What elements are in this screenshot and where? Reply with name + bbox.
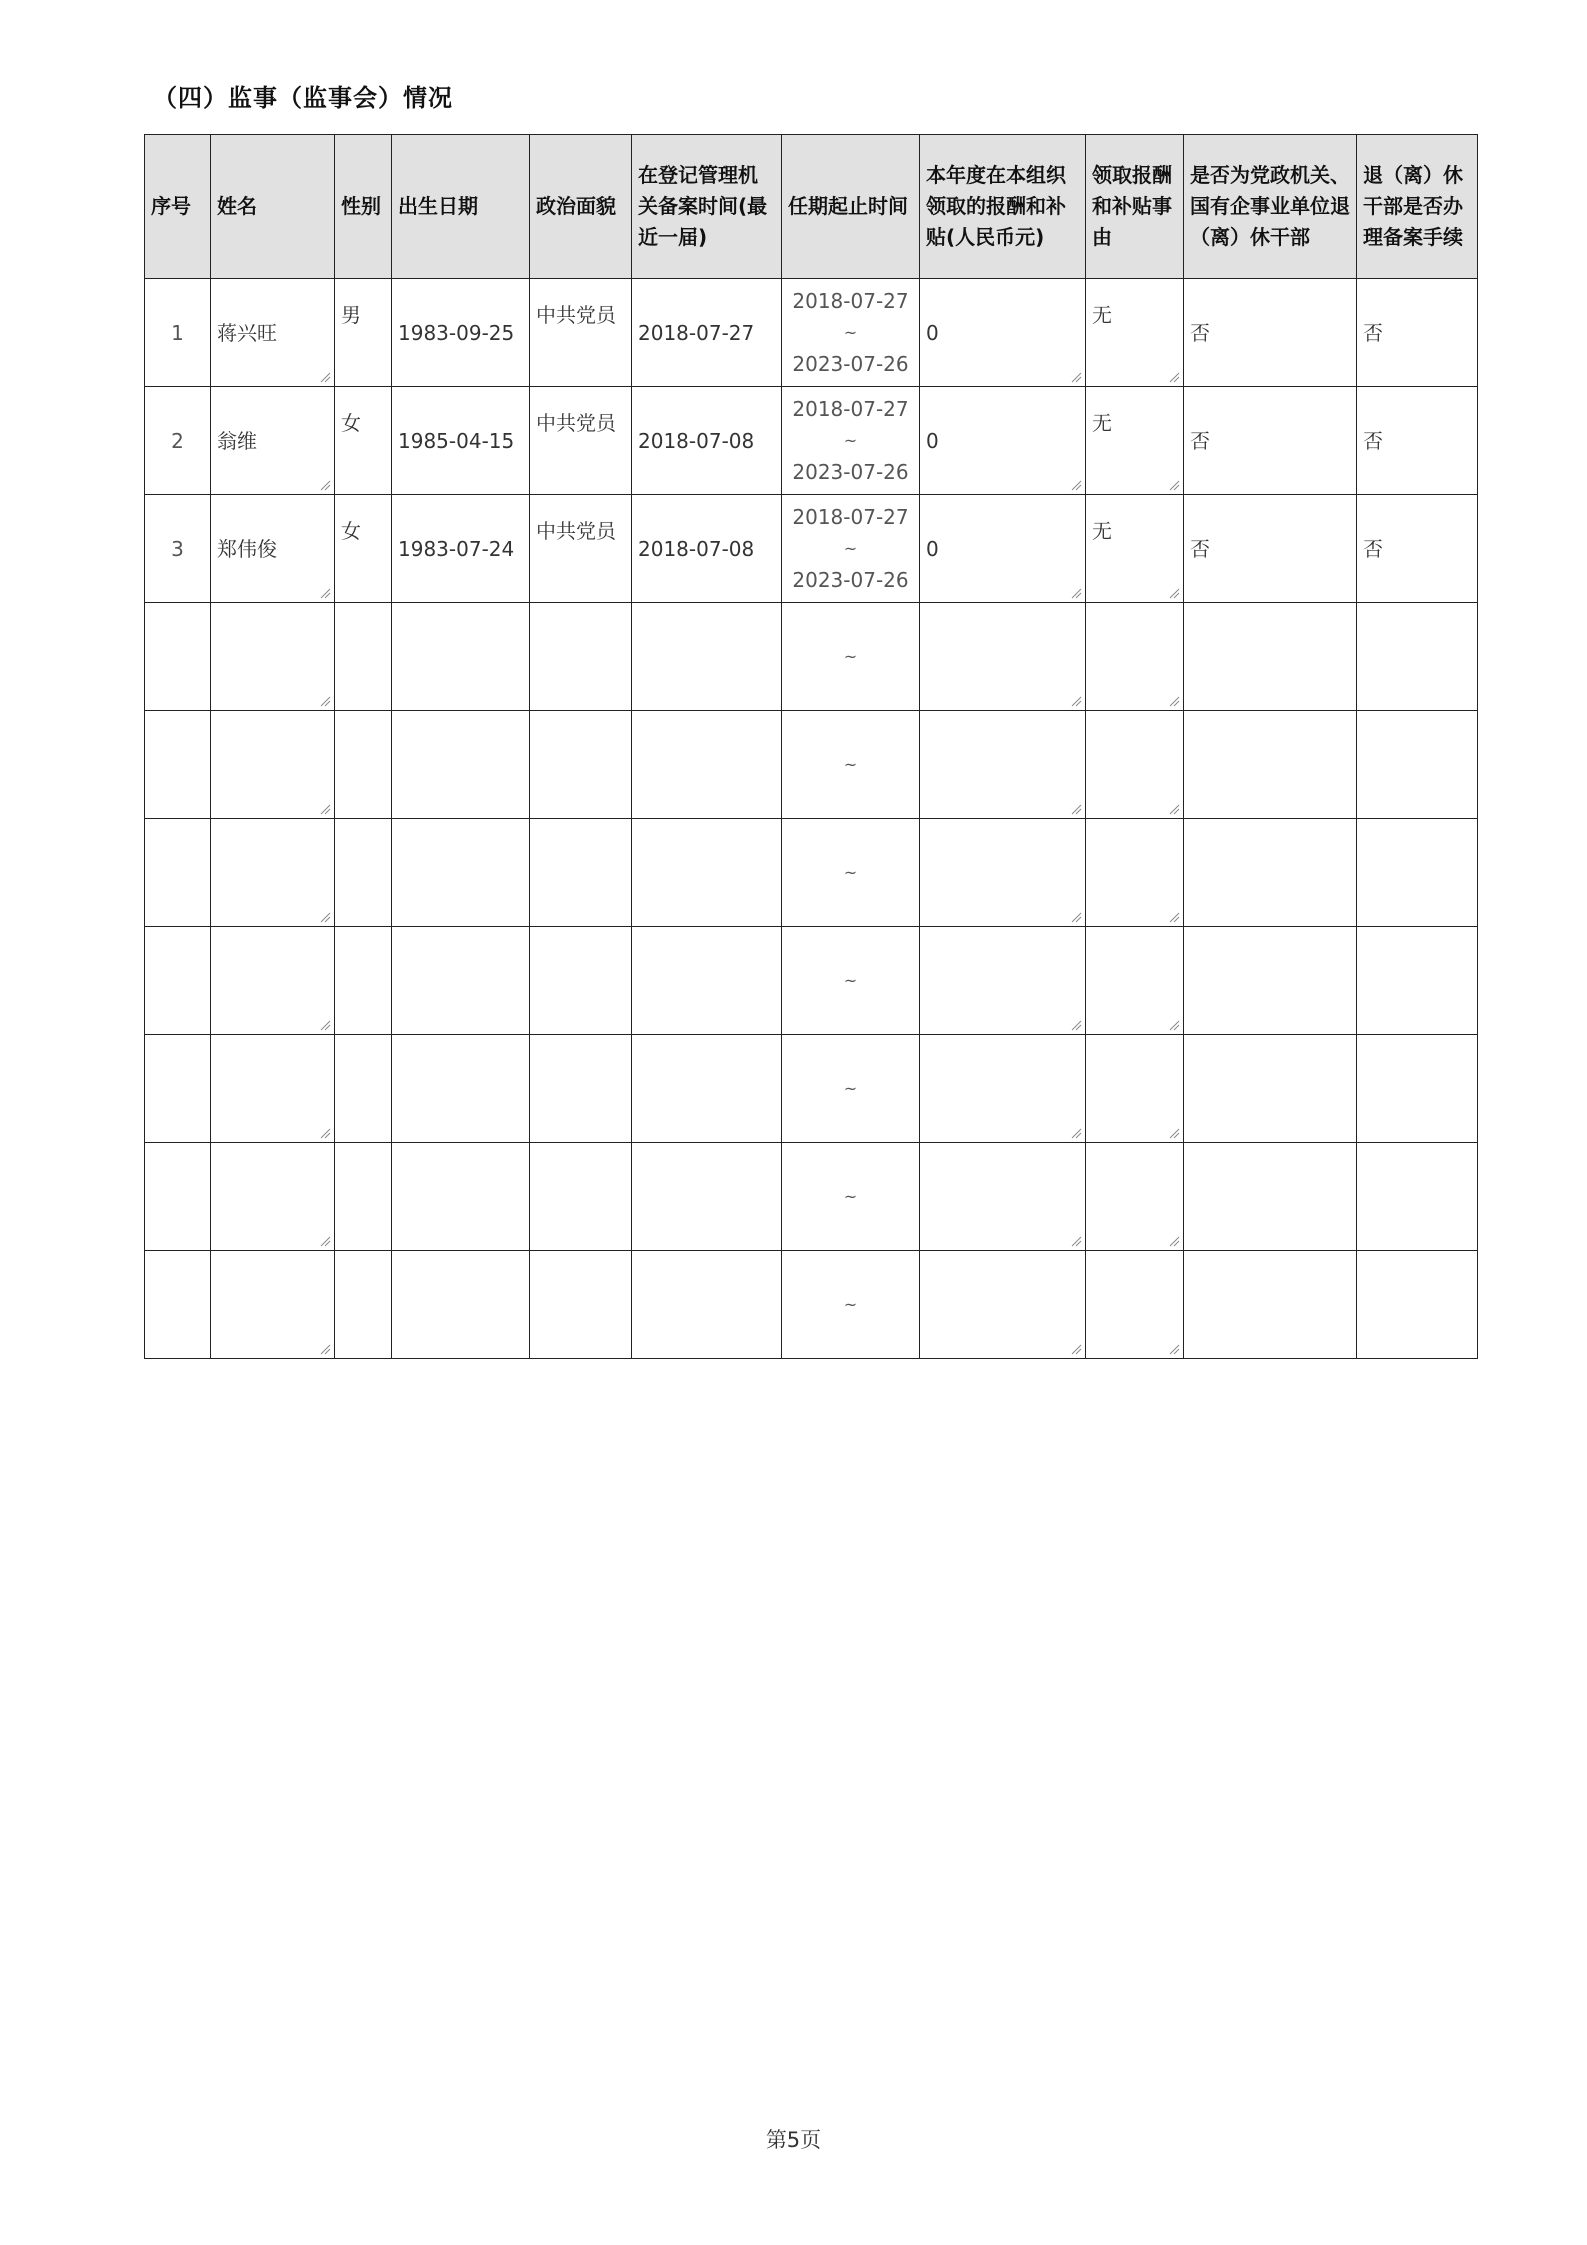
remuneration-field[interactable]	[920, 1035, 1086, 1143]
is-retired-cadre-cell[interactable]	[1184, 495, 1357, 603]
is-retired-cadre-value: 否	[1190, 428, 1210, 453]
cell-index: 1	[145, 279, 211, 387]
filing-date-cell[interactable]	[632, 387, 782, 495]
birth-date-cell[interactable]	[392, 387, 530, 495]
remuneration-reason-field[interactable]	[1086, 495, 1184, 603]
term-start[interactable]: 2018-07-27	[792, 504, 909, 529]
filing-date-value: 2018-07-08	[638, 428, 755, 453]
cell-index	[145, 819, 211, 927]
cell-index	[145, 927, 211, 1035]
table-row	[145, 1143, 1478, 1251]
name-field[interactable]	[211, 1251, 335, 1359]
political-status-value: 中共党员	[536, 411, 616, 435]
is-retired-cadre-cell[interactable]	[1184, 1143, 1357, 1251]
filing-date-cell[interactable]	[632, 927, 782, 1035]
remuneration-reason-field[interactable]	[1086, 927, 1184, 1035]
remuneration-field[interactable]	[920, 819, 1086, 927]
remuneration-reason-field[interactable]	[1086, 387, 1184, 495]
birth-date-cell[interactable]	[392, 495, 530, 603]
cell-index: 3	[145, 495, 211, 603]
remuneration-reason-value: 无	[1092, 303, 1112, 327]
term-separator: ~	[843, 322, 858, 342]
resize-handle-icon[interactable]	[1070, 1127, 1082, 1139]
term-range	[782, 501, 919, 597]
term-cell[interactable]	[782, 279, 920, 387]
table-header-row	[145, 135, 1478, 279]
resize-handle-icon[interactable]	[319, 695, 331, 707]
header-index: 序号	[145, 135, 211, 279]
filing-date-value: 2018-07-08	[638, 536, 755, 561]
term-separator: ~	[843, 1294, 858, 1314]
political-status-cell[interactable]	[530, 711, 632, 819]
is-retired-cadre-cell[interactable]	[1184, 1251, 1357, 1359]
table-row	[145, 279, 1478, 387]
header-gender: 性别	[335, 135, 392, 279]
header-term: 任期起止时间	[782, 135, 920, 279]
gender-cell[interactable]	[335, 1143, 392, 1251]
resize-handle-icon[interactable]	[1168, 479, 1180, 491]
remuneration-field[interactable]	[920, 495, 1086, 603]
term-cell[interactable]	[782, 495, 920, 603]
retired-filed-cell[interactable]	[1357, 1035, 1478, 1143]
name-field[interactable]	[211, 1143, 335, 1251]
term-start[interactable]: 2018-07-27	[792, 396, 909, 421]
political-status-cell[interactable]	[530, 1035, 632, 1143]
birth-date-cell[interactable]	[392, 927, 530, 1035]
gender-value	[335, 1035, 391, 1057]
remuneration-reason-field[interactable]	[1086, 711, 1184, 819]
resize-handle-icon[interactable]	[1168, 1343, 1180, 1355]
political-status-cell[interactable]	[530, 927, 632, 1035]
cell-index: 2	[145, 387, 211, 495]
birth-date-cell[interactable]	[392, 1143, 530, 1251]
resize-handle-icon[interactable]	[1070, 479, 1082, 491]
is-retired-cadre-value: 否	[1190, 536, 1210, 561]
header-birth-date: 出生日期	[392, 135, 530, 279]
gender-cell[interactable]	[335, 603, 392, 711]
gender-cell[interactable]	[335, 819, 392, 927]
term-range	[782, 1074, 919, 1104]
resize-handle-icon[interactable]	[1070, 1235, 1082, 1247]
remuneration-field[interactable]	[920, 1251, 1086, 1359]
remuneration-reason-value: 无	[1092, 519, 1112, 543]
remuneration-reason-field[interactable]	[1086, 1251, 1184, 1359]
name-field[interactable]	[211, 603, 335, 711]
resize-handle-icon[interactable]	[319, 1343, 331, 1355]
table-row	[145, 1251, 1478, 1359]
name-field[interactable]	[211, 495, 335, 603]
resize-handle-icon[interactable]	[319, 1235, 331, 1247]
resize-handle-icon[interactable]	[1070, 803, 1082, 815]
table-row	[145, 495, 1478, 603]
birth-date-cell[interactable]	[392, 819, 530, 927]
filing-date-cell[interactable]	[632, 1251, 782, 1359]
birth-date-cell[interactable]	[392, 279, 530, 387]
resize-handle-icon[interactable]	[319, 911, 331, 923]
gender-value	[335, 1143, 391, 1165]
term-separator: ~	[843, 538, 858, 558]
political-status-cell[interactable]	[530, 279, 632, 387]
political-status-cell[interactable]	[530, 387, 632, 495]
retired-filed-cell[interactable]	[1357, 819, 1478, 927]
political-status-value	[530, 1035, 631, 1057]
resize-handle-icon[interactable]	[1070, 587, 1082, 599]
term-cell[interactable]	[782, 1035, 920, 1143]
resize-handle-icon[interactable]	[319, 479, 331, 491]
political-status-value	[530, 1251, 631, 1273]
term-range	[782, 966, 919, 996]
table-row	[145, 603, 1478, 711]
remuneration-value: 0	[926, 320, 939, 345]
political-status-value: 中共党员	[536, 519, 616, 543]
term-separator: ~	[843, 646, 858, 666]
political-status-cell[interactable]	[530, 1143, 632, 1251]
term-start[interactable]: 2018-07-27	[792, 288, 909, 313]
term-end[interactable]: 2023-07-26	[792, 459, 909, 484]
is-retired-cadre-cell[interactable]	[1184, 927, 1357, 1035]
filing-date-cell[interactable]	[632, 603, 782, 711]
term-range	[782, 393, 919, 489]
term-cell[interactable]	[782, 1251, 920, 1359]
birth-date-value: 1983-07-24	[398, 536, 515, 561]
remuneration-reason-value	[1086, 819, 1183, 841]
political-status-value: 中共党员	[536, 303, 616, 327]
term-end[interactable]: 2023-07-26	[792, 567, 909, 592]
term-cell[interactable]	[782, 819, 920, 927]
term-cell[interactable]	[782, 603, 920, 711]
retired-filed-cell[interactable]	[1357, 387, 1478, 495]
is-retired-cadre-cell[interactable]	[1184, 279, 1357, 387]
resize-handle-icon[interactable]	[319, 587, 331, 599]
filing-date-cell[interactable]	[632, 819, 782, 927]
resize-handle-icon[interactable]	[1168, 911, 1180, 923]
birth-date-cell[interactable]	[392, 603, 530, 711]
remuneration-reason-field[interactable]	[1086, 1035, 1184, 1143]
political-status-cell[interactable]	[530, 819, 632, 927]
term-range	[782, 1182, 919, 1212]
term-range	[782, 750, 919, 780]
remuneration-reason-value	[1086, 1251, 1183, 1273]
gender-value: 女	[341, 411, 361, 435]
resize-handle-icon[interactable]	[1168, 1235, 1180, 1247]
political-status-value	[530, 927, 631, 949]
birth-date-cell[interactable]	[392, 1251, 530, 1359]
term-cell[interactable]	[782, 387, 920, 495]
resize-handle-icon[interactable]	[1070, 911, 1082, 923]
gender-value	[335, 711, 391, 733]
is-retired-cadre-cell[interactable]	[1184, 387, 1357, 495]
resize-handle-icon[interactable]	[1168, 587, 1180, 599]
gender-cell[interactable]	[335, 1251, 392, 1359]
supervisors-table	[144, 134, 1478, 1359]
filing-date-cell[interactable]	[632, 279, 782, 387]
birth-date-value: 1985-04-15	[398, 428, 515, 453]
remuneration-field[interactable]	[920, 927, 1086, 1035]
gender-value	[335, 603, 391, 625]
cell-index	[145, 1251, 211, 1359]
table-row	[145, 711, 1478, 819]
birth-date-cell[interactable]	[392, 1035, 530, 1143]
resize-handle-icon[interactable]	[319, 803, 331, 815]
header-retired-filed: 退（离）休干部是否办理备案手续	[1357, 135, 1478, 279]
term-separator: ~	[843, 754, 858, 774]
retired-filed-cell[interactable]	[1357, 279, 1478, 387]
retired-filed-value: 否	[1363, 320, 1383, 345]
political-status-cell[interactable]	[530, 495, 632, 603]
remuneration-field[interactable]	[920, 711, 1086, 819]
remuneration-reason-field[interactable]	[1086, 603, 1184, 711]
filing-date-cell[interactable]	[632, 1143, 782, 1251]
remuneration-reason-value	[1086, 603, 1183, 625]
remuneration-reason-field[interactable]	[1086, 1143, 1184, 1251]
page-number: 第5页	[765, 2128, 822, 2152]
remuneration-value: 0	[926, 428, 939, 453]
retired-filed-cell[interactable]	[1357, 495, 1478, 603]
gender-value	[335, 1251, 391, 1273]
gender-cell[interactable]	[335, 1035, 392, 1143]
term-separator: ~	[843, 970, 858, 990]
political-status-value	[530, 819, 631, 841]
birth-date-value: 1983-09-25	[398, 320, 515, 345]
table-row	[145, 387, 1478, 495]
term-separator: ~	[843, 430, 858, 450]
political-status-value	[530, 603, 631, 625]
resize-handle-icon[interactable]	[1070, 1019, 1082, 1031]
gender-cell[interactable]	[335, 495, 392, 603]
cell-index	[145, 711, 211, 819]
name-field[interactable]	[211, 387, 335, 495]
retired-filed-value: 否	[1363, 536, 1383, 561]
gender-cell[interactable]	[335, 279, 392, 387]
retired-filed-cell[interactable]	[1357, 603, 1478, 711]
resize-handle-icon[interactable]	[1168, 1019, 1180, 1031]
gender-value: 女	[341, 519, 361, 543]
retired-filed-cell[interactable]	[1357, 927, 1478, 1035]
political-status-cell[interactable]	[530, 603, 632, 711]
term-separator: ~	[843, 862, 858, 882]
resize-handle-icon[interactable]	[1168, 1127, 1180, 1139]
table-body	[145, 279, 1478, 1359]
remuneration-field[interactable]	[920, 603, 1086, 711]
remuneration-reason-value	[1086, 927, 1183, 949]
birth-date-cell[interactable]	[392, 711, 530, 819]
retired-filed-cell[interactable]	[1357, 711, 1478, 819]
resize-handle-icon[interactable]	[1070, 371, 1082, 383]
gender-cell[interactable]	[335, 387, 392, 495]
section-title: （四）监事（监事会）情况	[153, 84, 453, 112]
term-cell[interactable]	[782, 711, 920, 819]
table-row	[145, 819, 1478, 927]
resize-handle-icon[interactable]	[319, 371, 331, 383]
header-is-retired-cadre: 是否为党政机关、国有企事业单位退（离）休干部	[1184, 135, 1357, 279]
term-separator: ~	[843, 1186, 858, 1206]
remuneration-field[interactable]	[920, 387, 1086, 495]
is-retired-cadre-cell[interactable]	[1184, 603, 1357, 711]
resize-handle-icon[interactable]	[1070, 1343, 1082, 1355]
name-field[interactable]	[211, 1035, 335, 1143]
retired-filed-cell[interactable]	[1357, 1143, 1478, 1251]
remuneration-reason-value	[1086, 711, 1183, 733]
term-range	[782, 642, 919, 672]
cell-index	[145, 603, 211, 711]
name-value: 翁维	[217, 428, 257, 453]
filing-date-cell[interactable]	[632, 495, 782, 603]
retired-filed-cell[interactable]	[1357, 1251, 1478, 1359]
gender-cell[interactable]	[335, 927, 392, 1035]
gender-value: 男	[341, 303, 361, 327]
header-filing-date: 在登记管理机关备案时间(最近一届)	[632, 135, 782, 279]
name-field[interactable]	[211, 279, 335, 387]
remuneration-field[interactable]	[920, 279, 1086, 387]
resize-handle-icon[interactable]	[319, 1127, 331, 1139]
term-end[interactable]: 2023-07-26	[792, 351, 909, 376]
table-row	[145, 1035, 1478, 1143]
political-status-value	[530, 711, 631, 733]
resize-handle-icon[interactable]	[1168, 803, 1180, 815]
remuneration-reason-field[interactable]	[1086, 279, 1184, 387]
resize-handle-icon[interactable]	[319, 1019, 331, 1031]
term-range	[782, 858, 919, 888]
name-value: 蒋兴旺	[217, 320, 277, 345]
is-retired-cadre-cell[interactable]	[1184, 819, 1357, 927]
filing-date-cell[interactable]	[632, 711, 782, 819]
is-retired-cadre-cell[interactable]	[1184, 711, 1357, 819]
resize-handle-icon[interactable]	[1168, 695, 1180, 707]
remuneration-reason-value	[1086, 1143, 1183, 1165]
header-political-status: 政治面貌	[530, 135, 632, 279]
term-range	[782, 1290, 919, 1320]
cell-index	[145, 1143, 211, 1251]
name-value: 郑伟俊	[217, 536, 277, 561]
term-cell[interactable]	[782, 927, 920, 1035]
term-cell[interactable]	[782, 1143, 920, 1251]
gender-value	[335, 927, 391, 949]
name-field[interactable]	[211, 711, 335, 819]
header-remuneration-reason: 领取报酬和补贴事由	[1086, 135, 1184, 279]
remuneration-reason-value: 无	[1092, 411, 1112, 435]
remuneration-field[interactable]	[920, 1143, 1086, 1251]
header-remuneration: 本年度在本组织领取的报酬和补贴(人民币元)	[920, 135, 1086, 279]
term-range	[782, 285, 919, 381]
political-status-value	[530, 1143, 631, 1165]
remuneration-reason-field[interactable]	[1086, 819, 1184, 927]
header-name: 姓名	[211, 135, 335, 279]
term-separator: ~	[843, 1078, 858, 1098]
table-row	[145, 927, 1478, 1035]
cell-index	[145, 1035, 211, 1143]
remuneration-value: 0	[926, 536, 939, 561]
name-field[interactable]	[211, 819, 335, 927]
resize-handle-icon[interactable]	[1070, 695, 1082, 707]
filing-date-value: 2018-07-27	[638, 320, 755, 345]
resize-handle-icon[interactable]	[1168, 371, 1180, 383]
filing-date-cell[interactable]	[632, 1035, 782, 1143]
retired-filed-value: 否	[1363, 428, 1383, 453]
remuneration-reason-value	[1086, 1035, 1183, 1057]
gender-value	[335, 819, 391, 841]
gender-cell[interactable]	[335, 711, 392, 819]
name-field[interactable]	[211, 927, 335, 1035]
political-status-cell[interactable]	[530, 1251, 632, 1359]
is-retired-cadre-cell[interactable]	[1184, 1035, 1357, 1143]
is-retired-cadre-value: 否	[1190, 320, 1210, 345]
